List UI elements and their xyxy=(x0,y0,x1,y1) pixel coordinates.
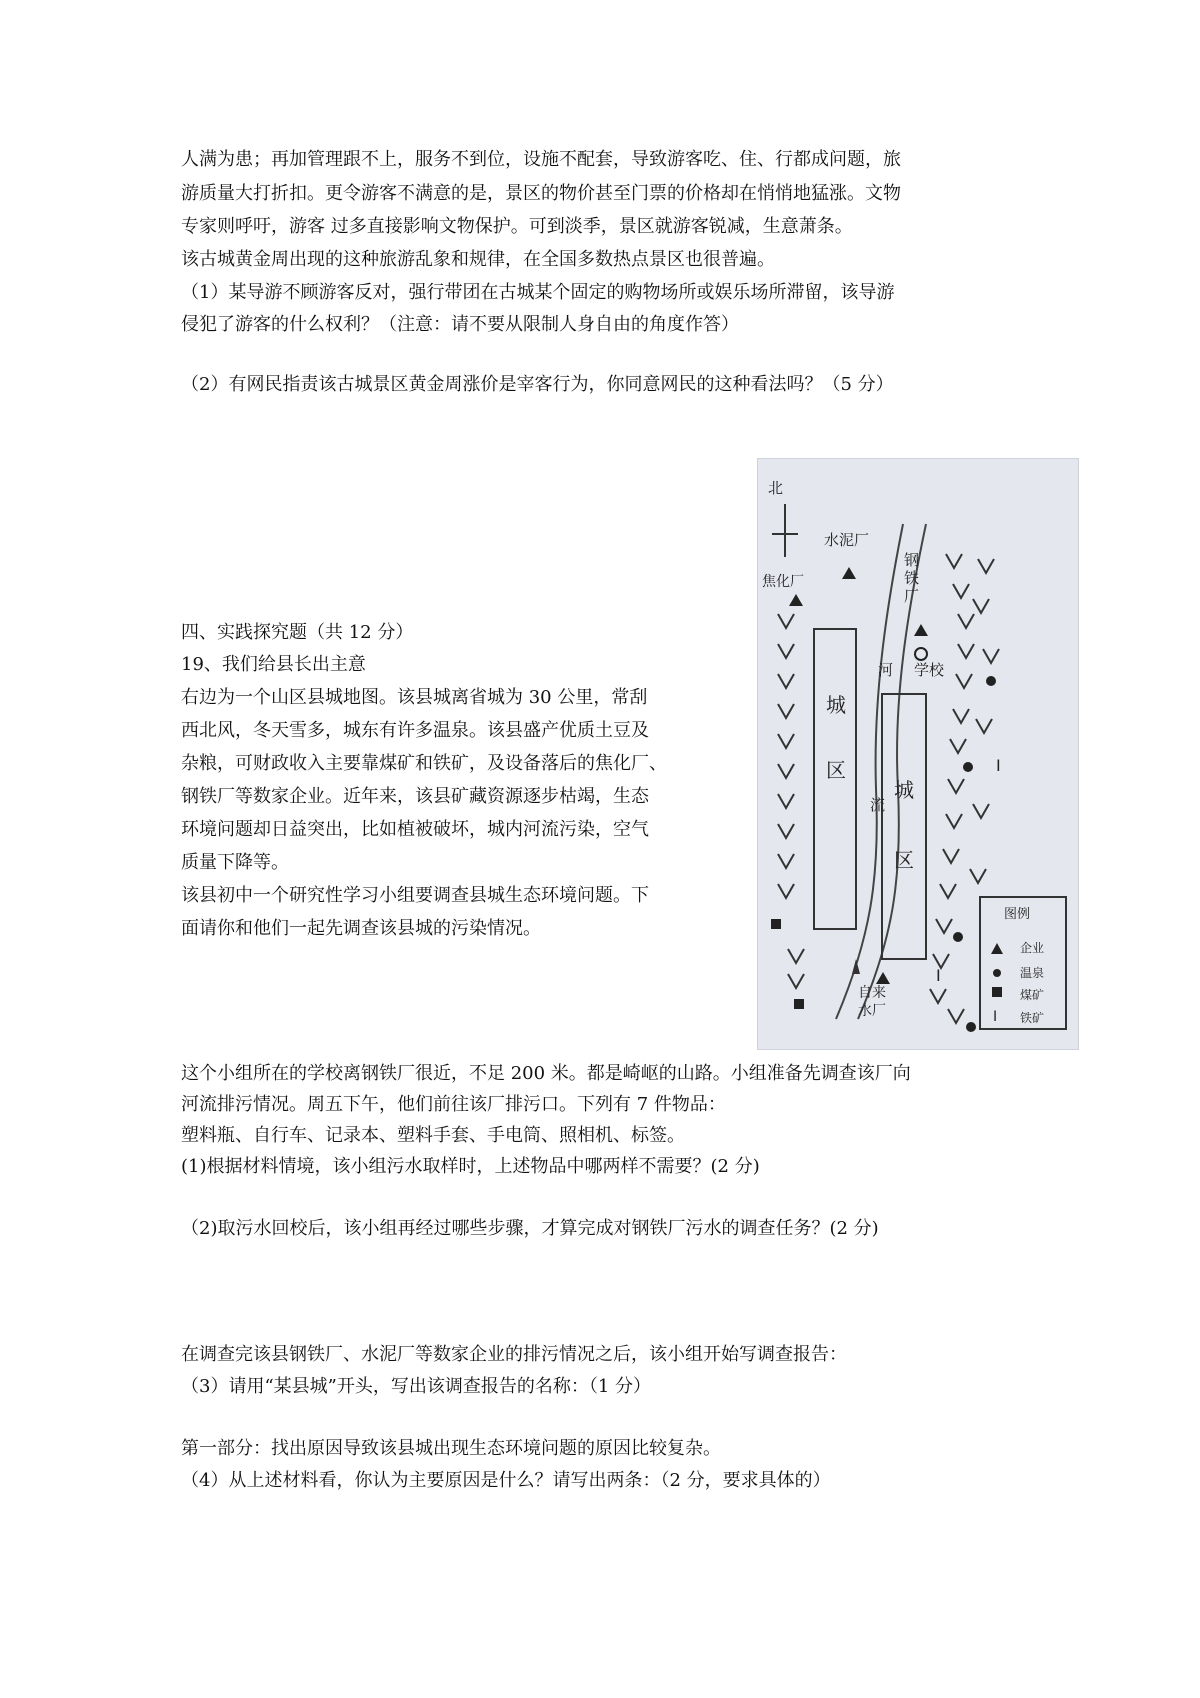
passage-line: 专家则呼吁，游客 过多直接影响文物保护。可到淡季，景区就游客锐减，生意萧条。 xyxy=(181,216,853,237)
map-cement-plant-label: 水泥厂 xyxy=(824,531,870,549)
body-line: 这个小组所在的学校离钢铁厂很近，不足 200 米。都是崎岖的山路。小组准备先调查该厂向 xyxy=(181,1063,911,1084)
enterprise-marker xyxy=(842,567,856,579)
map-river-label: 流 xyxy=(870,796,886,814)
body-line: 塑料瓶、自行车、记录本、塑料手套、手电筒、照相机、标签。 xyxy=(181,1125,685,1146)
map-river-label: 河 xyxy=(878,661,894,679)
question-19-2: （2)取污水回校后，该小组再经过哪些步骤，才算完成对钢铁厂污水的调查任务？(2 分) xyxy=(181,1218,879,1239)
question-1-line: 侵犯了游客的什么权利？（注意：请不要从限制人身自由的角度作答） xyxy=(181,314,739,335)
intro-line: 质量下降等。 xyxy=(181,852,289,873)
map-legend-item: 温泉 xyxy=(1020,966,1045,980)
svg-text:I: I xyxy=(993,1009,998,1025)
svg-text:I: I xyxy=(996,756,1001,775)
passage-line: 人满为患；再加管理跟不上，服务不到位，设施不配套，导致游客吃、住、行都成问题，旅 xyxy=(181,149,901,170)
intro-line: 杂粮，可财政收入主要靠煤矿和铁矿，及设备落后的焦化厂、 xyxy=(181,753,667,774)
question-19-3: （3）请用“某县城”开头，写出该调查报告的名称：（1 分） xyxy=(181,1376,652,1397)
section-heading: 四、实践探究题（共 12 分） xyxy=(181,622,414,643)
passage-line: 游质量大打折扣。更令游客不满意的是，景区的物价甚至门票的价格却在悄悄地猛涨。文物 xyxy=(181,183,901,204)
map-city-label: 区 xyxy=(894,848,914,872)
map-city-label: 区 xyxy=(826,758,846,782)
question-19-title: 19、我们给县长出主意 xyxy=(181,654,366,675)
part1-heading: 第一部分：找出原因导致该县城出现生态环境问题的原因比较复杂。 xyxy=(181,1438,721,1459)
map-legend-item: 铁矿 xyxy=(1020,1011,1045,1025)
map-legend-title: 图例 xyxy=(1004,907,1031,922)
map-north-label: 北 xyxy=(768,479,784,497)
map-city-label: 城 xyxy=(826,693,846,717)
map-drawing xyxy=(758,459,1078,1049)
question-19-4: （4）从上述材料看，你认为主要原因是什么？请写出两条：（2 分，要求具体的） xyxy=(181,1470,831,1491)
map-legend-item: 企业 xyxy=(1020,941,1045,955)
question-1-line: （1）某导游不顾游客反对，强行带团在古城某个固定的购物场所或娱乐场所滞留，该导游 xyxy=(181,282,895,303)
intro-line: 钢铁厂等数家企业。近年来，该县矿藏资源逐步枯竭，生态 xyxy=(181,786,649,807)
svg-text:I: I xyxy=(936,966,941,985)
report-intro: 在调查完该县钢铁厂、水泥厂等数家企业的排污情况之后，该小组开始写调查报告： xyxy=(181,1344,847,1365)
intro-line: 该县初中一个研究性学习小组要调查县城生态环境问题。下 xyxy=(181,885,649,906)
body-line: 河流排污情况。周五下午，他们前往该厂排污口。下列有 7 件物品： xyxy=(181,1094,726,1115)
map-legend-item: 煤矿 xyxy=(1020,988,1045,1002)
question-19-1: (1)根据材料情境，该小组污水取样时，上述物品中哪两样不需要？(2 分) xyxy=(181,1156,760,1177)
passage-line: 该古城黄金周出现的这种旅游乱象和规律，在全国多数热点景区也很普遍。 xyxy=(181,249,775,270)
question-2: （2）有网民指责该古城景区黄金周涨价是宰客行为，你同意网民的这种看法吗？（5 分） xyxy=(181,374,894,395)
intro-line: 环境问题却日益突出，比如植被破坏，城内河流污染，空气 xyxy=(181,819,649,840)
map-coking-plant-label: 焦化厂 xyxy=(762,574,804,590)
county-map xyxy=(757,458,1079,1050)
map-waterworks-label: 自来水厂 xyxy=(858,985,886,1019)
map-steel-plant-label: 钢铁厂 xyxy=(904,551,920,605)
map-school-label: 学校 xyxy=(914,661,945,679)
intro-line: 西北风，冬天雪多，城东有许多温泉。该县盛产优质土豆及 xyxy=(181,720,649,741)
intro-line: 右边为一个山区县城地图。该县城离省城为 30 公里，常刮 xyxy=(181,687,648,708)
map-city-label: 城 xyxy=(894,778,914,802)
intro-line: 面请你和他们一起先调查该县城的污染情况。 xyxy=(181,918,541,939)
